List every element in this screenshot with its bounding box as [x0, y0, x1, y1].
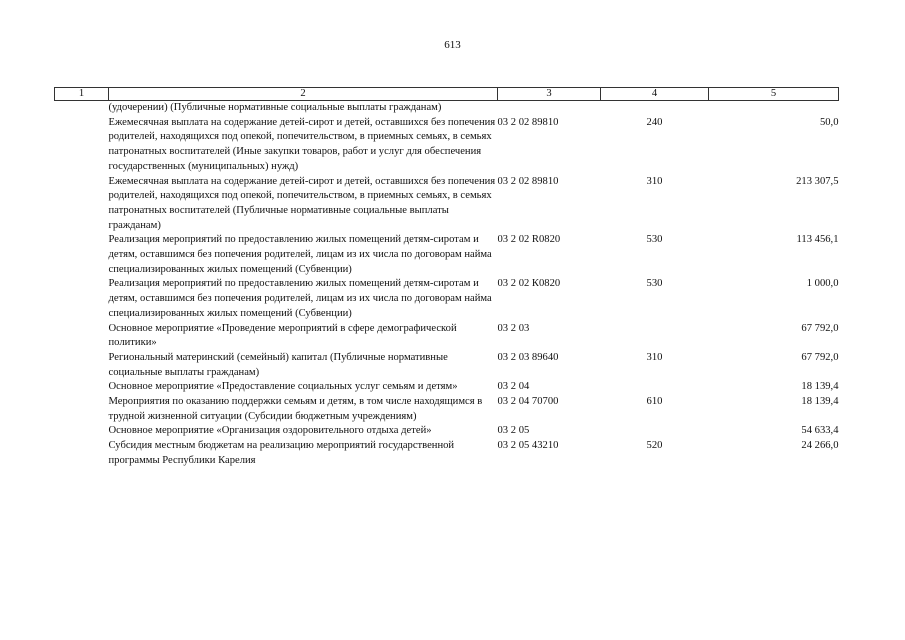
header-col-5: 5 — [709, 88, 839, 101]
row-name: Основное мероприятие «Организация оздоровительного отдыха детей» — [108, 425, 432, 437]
row-name: Основное мероприятие «Предоставление социальных услуг семьям и детям» — [108, 381, 458, 393]
row-expense-type — [601, 101, 709, 116]
row-number-cell — [55, 116, 109, 175]
row-expense-type — [601, 424, 709, 439]
row-expense-type: 520 — [646, 440, 663, 452]
row-number-cell — [55, 351, 109, 380]
row-number-cell — [55, 424, 109, 439]
row-expense-type — [601, 322, 709, 351]
row-amount: 113 456,1 — [796, 234, 839, 246]
row-expense-type — [601, 380, 709, 395]
row-number-cell — [55, 277, 109, 321]
row-name: Основное мероприятие «Проведение мероприятий в сфере демографической политики» — [108, 322, 457, 349]
row-name: Региональный материнский (семейный) капитал (Публичные нормативные социальные выплаты гражданам) — [108, 351, 448, 378]
table-row — [55, 175, 839, 234]
header-col-2: 2 — [109, 88, 498, 101]
table-row — [55, 395, 839, 424]
row-name: Мероприятия по оказанию поддержки семьям и детям, в том числе находящимся в трудной жизненной ситуации (Субсидии бюджетным учреждениям) — [108, 396, 483, 422]
row-amount: 18 139,4 — [801, 381, 839, 393]
header-col-4: 4 — [601, 88, 709, 101]
row-number-cell — [55, 322, 109, 351]
table-row — [55, 439, 839, 468]
row-name: Реализация мероприятий по предоставлению жилых помещений детям-сиротам и детям, оставшимся без попечения родителей, лицам из их числа по договорам найма специализированных жилых помещений (Субвенции) — [108, 234, 492, 275]
row-amount: 54 633,4 — [801, 425, 839, 437]
row-number-cell — [55, 439, 109, 468]
row-name: Ежемесячная выплата на содержание детей-сирот и детей, оставшихся без попечения родителей, находящихся под опекой, попечительством, в приемных семьях, в семьях патронатных воспитателей (Публичные нормативные социальные выплаты гражданам) — [108, 175, 496, 231]
row-code: 03 2 02 R0820 — [497, 234, 561, 246]
row-code: 03 2 03 89640 — [497, 351, 559, 363]
row-expense-type: 530 — [646, 278, 663, 290]
row-code: 03 2 02 89810 — [497, 116, 559, 128]
row-expense-type: 610 — [646, 396, 663, 408]
row-code: 03 2 05 43210 — [497, 440, 559, 452]
table-row — [55, 116, 839, 175]
row-amount — [709, 101, 839, 116]
row-expense-type: 310 — [646, 351, 663, 363]
row-code: 03 2 02 К0820 — [497, 278, 561, 290]
row-amount: 24 266,0 — [801, 440, 839, 452]
row-code: 03 2 04 70700 — [497, 396, 559, 408]
table-row — [55, 424, 839, 439]
row-amount: 67 792,0 — [801, 322, 839, 334]
row-name: Ежемесячная выплата на содержание детей-сирот и детей, оставшихся без попечения родителей, находящихся под опекой, попечительством, в приемных семьях, в семьях патронатных воспитателей (Иные закупки товаров, работ и услуг для обеспечения государственных (муниципальных) нужд) — [108, 116, 496, 172]
row-code — [498, 101, 601, 116]
row-name: Субсидия местным бюджетам на реализацию мероприятий государственной программы Республики Карелия — [108, 440, 455, 466]
budget-table — [54, 87, 839, 469]
table-header — [55, 88, 839, 101]
table-row — [55, 380, 839, 395]
row-code: 03 2 05 — [497, 425, 530, 437]
row-amount: 67 792,0 — [801, 351, 839, 363]
row-expense-type: 530 — [646, 234, 663, 246]
table-row — [55, 322, 839, 351]
table-body — [55, 101, 839, 469]
row-expense-type: 240 — [646, 116, 663, 128]
row-amount: 1 000,0 — [806, 278, 839, 290]
row-amount: 50,0 — [819, 116, 839, 128]
row-number-cell — [55, 233, 109, 277]
table-row — [55, 233, 839, 277]
row-expense-type: 310 — [646, 175, 663, 187]
row-code: 03 2 02 89810 — [497, 175, 559, 187]
row-number-cell — [55, 175, 109, 234]
table-row — [55, 101, 839, 116]
row-number-cell — [55, 101, 109, 116]
row-code: 03 2 03 — [497, 322, 530, 334]
header-col-1: 1 — [55, 88, 109, 101]
row-amount: 213 307,5 — [796, 175, 839, 187]
table-row — [55, 351, 839, 380]
row-name: Реализация мероприятий по предоставлению жилых помещений детям-сиротам и детям, оставшимся без попечения родителей, лицам из их числа по договорам найма специализированных жилых помещений (Субвенции) — [108, 278, 492, 319]
row-name: (удочерении) (Публичные нормативные социальные выплаты гражданам) — [108, 102, 442, 113]
row-amount: 18 139,4 — [801, 396, 839, 408]
table-row — [55, 277, 839, 321]
row-number-cell — [55, 380, 109, 395]
row-code: 03 2 04 — [497, 381, 530, 393]
header-row — [55, 88, 839, 101]
row-number-cell — [55, 395, 109, 424]
page-number: 613 — [444, 39, 461, 51]
header-col-3: 3 — [498, 88, 601, 101]
